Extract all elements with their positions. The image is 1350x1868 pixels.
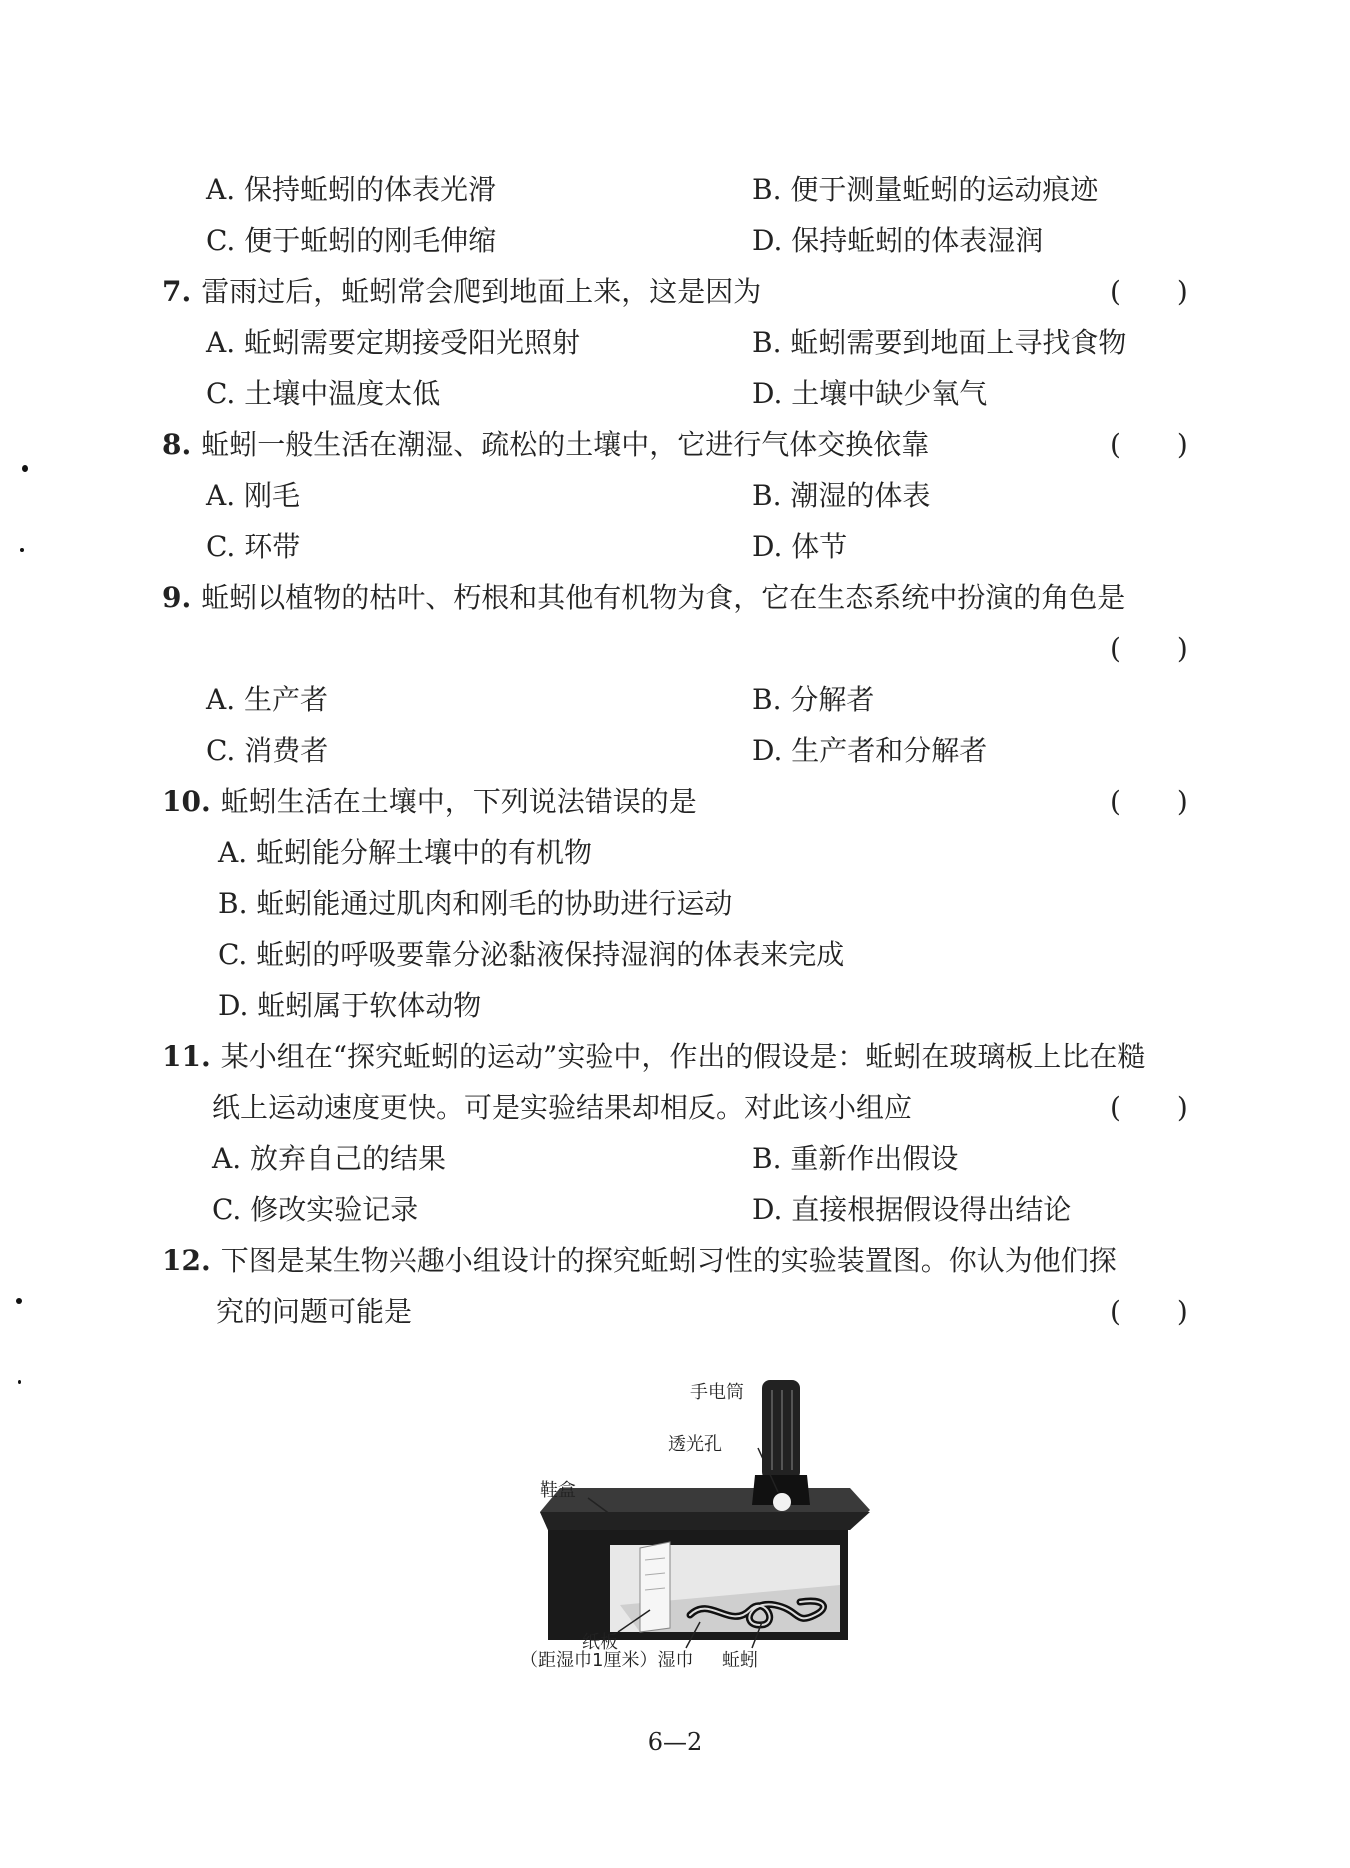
- option-d: D. 体节: [752, 530, 848, 563]
- option-b: B. 蚯蚓能通过肌肉和刚毛的协助进行运动: [218, 887, 733, 920]
- question-stem: 9. 蚯蚓以植物的枯叶、朽根和其他有机物为食，它在生态系统中扮演的角色是: [162, 581, 1126, 614]
- option-d: D. 生产者和分解者: [752, 734, 988, 767]
- option-c: C. 蚯蚓的呼吸要靠分泌黏液保持湿润的体表来完成: [218, 938, 845, 971]
- option-b: B. 重新作出假设: [752, 1142, 959, 1175]
- question-stem: 11. 某小组在“探究蚯蚓的运动”实验中，作出的假设是：蚯蚓在玻璃板上比在糙: [162, 1040, 1146, 1073]
- prev-option-c: C. 便于蚯蚓的刚毛伸缩: [206, 224, 497, 257]
- prev-option-d: D. 保持蚯蚓的体表湿润: [752, 224, 1044, 257]
- answer-blank: ( ): [1110, 632, 1188, 665]
- question-stem-cont: 究的问题可能是: [216, 1295, 413, 1328]
- question-stem: 7. 雷雨过后，蚯蚓常会爬到地面上来，这是因为: [162, 275, 762, 308]
- option-a: A. 生产者: [206, 683, 329, 716]
- scan-speck: [20, 548, 24, 552]
- answer-blank: ( ): [1110, 1091, 1188, 1124]
- light-hole: [773, 1493, 791, 1511]
- option-c: C. 土壤中温度太低: [206, 377, 441, 410]
- question-stem: 12. 下图是某生物兴趣小组设计的探究蚯蚓习性的实验装置图。你认为他们探: [162, 1244, 1117, 1277]
- label-cardboard: 纸板: [582, 1632, 618, 1653]
- option-d: D. 直接根据假设得出结论: [752, 1193, 1072, 1226]
- scan-speck: [18, 1380, 21, 1384]
- option-a: A. 蚯蚓能分解土壤中的有机物: [218, 836, 593, 869]
- option-c: C. 消费者: [206, 734, 329, 767]
- label-flashlight: 手电筒: [690, 1382, 744, 1403]
- label-shoebox: 鞋盒: [540, 1480, 576, 1501]
- answer-blank: ( ): [1110, 428, 1188, 461]
- cardboard-divider: [640, 1542, 670, 1632]
- prev-option-a: A. 保持蚯蚓的体表光滑: [206, 173, 497, 206]
- option-a: A. 刚毛: [206, 479, 301, 512]
- label-earthworm: 蚯蚓: [722, 1650, 758, 1670]
- scan-speck: [22, 465, 28, 472]
- answer-blank: ( ): [1110, 275, 1188, 308]
- label-cardboard-note: （距湿巾1厘米）湿巾: [520, 1650, 694, 1670]
- option-c: C. 修改实验记录: [212, 1193, 419, 1226]
- question-stem-cont: 纸上运动速度更快。可是实验结果却相反。对此该小组应: [212, 1091, 913, 1124]
- option-b: B. 分解者: [752, 683, 875, 716]
- prev-option-b: B. 便于测量蚯蚓的运动痕迹: [752, 173, 1099, 206]
- option-d: D. 土壤中缺少氧气: [752, 377, 988, 410]
- question-stem: 10. 蚯蚓生活在土壤中，下列说法错误的是: [162, 785, 697, 818]
- question-stem: 8. 蚯蚓一般生活在潮湿、疏松的土壤中，它进行气体交换依靠: [162, 428, 930, 461]
- option-a: A. 蚯蚓需要定期接受阳光照射: [206, 326, 581, 359]
- answer-blank: ( ): [1110, 785, 1188, 818]
- option-b: B. 潮湿的体表: [752, 479, 931, 512]
- option-b: B. 蚯蚓需要到地面上寻找食物: [752, 326, 1127, 359]
- page-number: 6—2: [647, 1728, 703, 1756]
- label-light-hole: 透光孔: [668, 1434, 722, 1455]
- experiment-figure: [500, 1370, 900, 1670]
- option-c: C. 环带: [206, 530, 301, 563]
- answer-blank: ( ): [1110, 1295, 1188, 1328]
- option-d: D. 蚯蚓属于软体动物: [218, 989, 482, 1022]
- scan-speck: [16, 1298, 22, 1304]
- option-a: A. 放弃自己的结果: [212, 1142, 447, 1175]
